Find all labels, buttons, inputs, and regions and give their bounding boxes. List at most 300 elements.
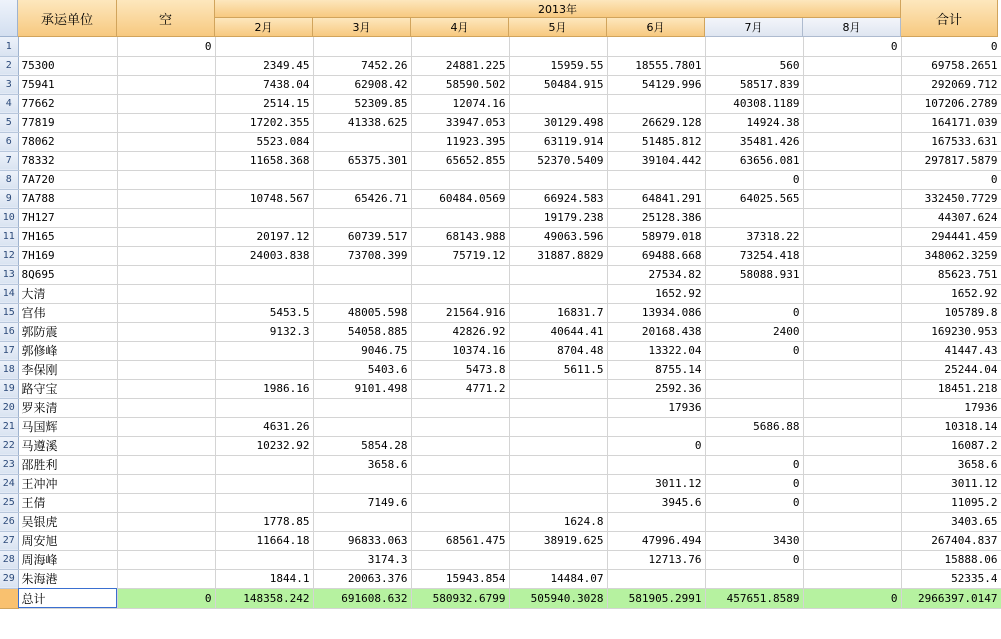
value-cell[interactable]: 20168.438 (607, 322, 705, 341)
value-cell[interactable]: 18451.218 (901, 379, 1001, 398)
value-cell[interactable]: 4631.26 (215, 417, 313, 436)
header-month[interactable]: 8月 (803, 18, 901, 37)
total-value-cell[interactable]: 581905.2991 (607, 588, 705, 608)
value-cell[interactable] (705, 37, 803, 56)
value-cell[interactable] (411, 493, 509, 512)
value-cell[interactable]: 11095.2 (901, 493, 1001, 512)
value-cell[interactable]: 38919.625 (509, 531, 607, 550)
value-cell[interactable] (607, 170, 705, 189)
value-cell[interactable]: 58088.931 (705, 265, 803, 284)
row-number[interactable]: 21 (0, 417, 18, 436)
value-cell[interactable]: 0 (607, 436, 705, 455)
value-cell[interactable] (509, 265, 607, 284)
value-cell[interactable] (803, 265, 901, 284)
carrier-cell[interactable]: 朱海港 (18, 569, 117, 588)
total-value-cell[interactable]: 505940.3028 (509, 588, 607, 608)
value-cell[interactable]: 15888.06 (901, 550, 1001, 569)
table-row[interactable] (0, 436, 1001, 455)
value-cell[interactable]: 0 (117, 37, 215, 56)
value-cell[interactable]: 167533.631 (901, 132, 1001, 151)
value-cell[interactable] (215, 208, 313, 227)
value-cell[interactable] (411, 455, 509, 474)
value-cell[interactable]: 9132.3 (215, 322, 313, 341)
value-cell[interactable] (803, 208, 901, 227)
table-row[interactable] (0, 132, 1001, 151)
row-number[interactable]: 15 (0, 303, 18, 322)
value-cell[interactable]: 169230.953 (901, 322, 1001, 341)
value-cell[interactable]: 49063.596 (509, 227, 607, 246)
row-number[interactable]: 20 (0, 398, 18, 417)
value-cell[interactable]: 0 (705, 170, 803, 189)
value-cell[interactable]: 0 (705, 474, 803, 493)
value-cell[interactable]: 7452.26 (313, 56, 411, 75)
value-cell[interactable] (411, 474, 509, 493)
value-cell[interactable] (803, 94, 901, 113)
value-cell[interactable] (215, 37, 313, 56)
row-number[interactable] (0, 588, 18, 608)
value-cell[interactable]: 5611.5 (509, 360, 607, 379)
table-row[interactable] (0, 37, 1001, 56)
value-cell[interactable] (215, 474, 313, 493)
row-number[interactable]: 26 (0, 512, 18, 531)
value-cell[interactable]: 10374.16 (411, 341, 509, 360)
row-number[interactable]: 22 (0, 436, 18, 455)
value-cell[interactable] (803, 512, 901, 531)
header-month[interactable]: 7月 (705, 18, 803, 37)
value-cell[interactable] (313, 170, 411, 189)
value-cell[interactable] (803, 189, 901, 208)
value-cell[interactable]: 20063.376 (313, 569, 411, 588)
value-cell[interactable]: 12074.16 (411, 94, 509, 113)
value-cell[interactable] (803, 170, 901, 189)
value-cell[interactable]: 63656.081 (705, 151, 803, 170)
value-cell[interactable]: 68143.988 (411, 227, 509, 246)
value-cell[interactable] (117, 436, 215, 455)
value-cell[interactable] (117, 474, 215, 493)
table-row[interactable] (0, 512, 1001, 531)
value-cell[interactable] (705, 360, 803, 379)
value-cell[interactable]: 1844.1 (215, 569, 313, 588)
header-month[interactable]: 6月 (607, 18, 705, 37)
value-cell[interactable] (803, 436, 901, 455)
value-cell[interactable]: 560 (705, 56, 803, 75)
value-cell[interactable]: 33947.053 (411, 113, 509, 132)
value-cell[interactable] (803, 341, 901, 360)
table-row[interactable] (0, 265, 1001, 284)
value-cell[interactable] (803, 113, 901, 132)
table-row[interactable] (0, 455, 1001, 474)
value-cell[interactable]: 66924.583 (509, 189, 607, 208)
value-cell[interactable]: 164171.039 (901, 113, 1001, 132)
value-cell[interactable] (117, 550, 215, 569)
table-row[interactable] (0, 474, 1001, 493)
row-number[interactable]: 10 (0, 208, 18, 227)
value-cell[interactable]: 25244.04 (901, 360, 1001, 379)
value-cell[interactable]: 73254.418 (705, 246, 803, 265)
value-cell[interactable] (411, 512, 509, 531)
value-cell[interactable] (215, 341, 313, 360)
value-cell[interactable]: 294441.459 (901, 227, 1001, 246)
value-cell[interactable]: 62908.42 (313, 75, 411, 94)
value-cell[interactable] (313, 284, 411, 303)
table-row[interactable] (0, 569, 1001, 588)
row-number[interactable]: 8 (0, 170, 18, 189)
value-cell[interactable] (411, 550, 509, 569)
header-month[interactable]: 2月 (215, 18, 313, 37)
value-cell[interactable]: 47996.494 (607, 531, 705, 550)
value-cell[interactable]: 68561.475 (411, 531, 509, 550)
header-total[interactable]: 合计 (901, 0, 998, 37)
header-month[interactable]: 3月 (313, 18, 411, 37)
carrier-cell[interactable]: 7A788 (18, 189, 117, 208)
carrier-cell[interactable]: 周安旭 (18, 531, 117, 550)
carrier-cell[interactable]: 8Q695 (18, 265, 117, 284)
table-row[interactable] (0, 322, 1001, 341)
value-cell[interactable]: 17936 (607, 398, 705, 417)
value-cell[interactable] (117, 265, 215, 284)
value-cell[interactable]: 292069.712 (901, 75, 1001, 94)
value-cell[interactable]: 54058.885 (313, 322, 411, 341)
table-row[interactable] (0, 208, 1001, 227)
value-cell[interactable]: 65375.301 (313, 151, 411, 170)
table-row[interactable] (0, 341, 1001, 360)
value-cell[interactable]: 8755.14 (607, 360, 705, 379)
value-cell[interactable]: 5854.28 (313, 436, 411, 455)
value-cell[interactable] (117, 341, 215, 360)
value-cell[interactable]: 3945.6 (607, 493, 705, 512)
table-row[interactable] (0, 550, 1001, 569)
value-cell[interactable] (705, 379, 803, 398)
row-number[interactable]: 17 (0, 341, 18, 360)
header-month[interactable]: 5月 (509, 18, 607, 37)
value-cell[interactable]: 40644.41 (509, 322, 607, 341)
table-row[interactable] (0, 493, 1001, 512)
value-cell[interactable]: 3658.6 (313, 455, 411, 474)
value-cell[interactable] (607, 512, 705, 531)
value-cell[interactable]: 1652.92 (901, 284, 1001, 303)
value-cell[interactable] (803, 56, 901, 75)
value-cell[interactable]: 64841.291 (607, 189, 705, 208)
value-cell[interactable] (803, 75, 901, 94)
carrier-cell[interactable]: 75300 (18, 56, 117, 75)
table-row[interactable] (0, 379, 1001, 398)
value-cell[interactable]: 24881.225 (411, 56, 509, 75)
value-cell[interactable] (313, 474, 411, 493)
carrier-cell[interactable]: 7H169 (18, 246, 117, 265)
table-row[interactable] (0, 151, 1001, 170)
value-cell[interactable] (411, 265, 509, 284)
row-number[interactable]: 1 (0, 37, 18, 56)
value-cell[interactable]: 30129.498 (509, 113, 607, 132)
value-cell[interactable]: 26629.128 (607, 113, 705, 132)
value-cell[interactable]: 65426.71 (313, 189, 411, 208)
row-number[interactable]: 3 (0, 75, 18, 94)
row-number[interactable]: 28 (0, 550, 18, 569)
row-number[interactable]: 18 (0, 360, 18, 379)
value-cell[interactable] (117, 493, 215, 512)
value-cell[interactable] (215, 360, 313, 379)
value-cell[interactable] (705, 398, 803, 417)
table-row[interactable] (0, 56, 1001, 75)
carrier-cell[interactable]: 周海峰 (18, 550, 117, 569)
total-value-cell[interactable]: 148358.242 (215, 588, 313, 608)
total-value-cell[interactable]: 580932.6799 (411, 588, 509, 608)
value-cell[interactable]: 7438.04 (215, 75, 313, 94)
value-cell[interactable] (215, 493, 313, 512)
carrier-cell[interactable]: 7A720 (18, 170, 117, 189)
value-cell[interactable]: 27534.82 (607, 265, 705, 284)
value-cell[interactable] (117, 227, 215, 246)
value-cell[interactable] (313, 208, 411, 227)
table-row[interactable] (0, 170, 1001, 189)
value-cell[interactable] (411, 208, 509, 227)
value-cell[interactable]: 1778.85 (215, 512, 313, 531)
table-row[interactable] (0, 398, 1001, 417)
value-cell[interactable]: 3011.12 (901, 474, 1001, 493)
value-cell[interactable]: 73708.399 (313, 246, 411, 265)
carrier-cell[interactable]: 路守宝 (18, 379, 117, 398)
value-cell[interactable] (509, 493, 607, 512)
table-row[interactable] (0, 417, 1001, 436)
value-cell[interactable] (803, 474, 901, 493)
total-value-cell[interactable]: 2966397.0147 (901, 588, 1001, 608)
value-cell[interactable]: 7149.6 (313, 493, 411, 512)
carrier-cell[interactable]: 77819 (18, 113, 117, 132)
value-cell[interactable]: 15943.854 (411, 569, 509, 588)
value-cell[interactable] (803, 227, 901, 246)
value-cell[interactable]: 75719.12 (411, 246, 509, 265)
row-number[interactable]: 29 (0, 569, 18, 588)
value-cell[interactable]: 12713.76 (607, 550, 705, 569)
value-cell[interactable] (803, 322, 901, 341)
value-cell[interactable] (411, 436, 509, 455)
value-cell[interactable]: 58517.839 (705, 75, 803, 94)
value-cell[interactable]: 54129.996 (607, 75, 705, 94)
value-cell[interactable] (509, 417, 607, 436)
value-cell[interactable]: 267404.837 (901, 531, 1001, 550)
value-cell[interactable]: 5686.88 (705, 417, 803, 436)
value-cell[interactable]: 3011.12 (607, 474, 705, 493)
value-cell[interactable] (117, 360, 215, 379)
value-cell[interactable]: 51485.812 (607, 132, 705, 151)
value-cell[interactable]: 5403.6 (313, 360, 411, 379)
value-cell[interactable] (117, 208, 215, 227)
value-cell[interactable]: 39104.442 (607, 151, 705, 170)
value-cell[interactable]: 2349.45 (215, 56, 313, 75)
carrier-cell[interactable]: 75941 (18, 75, 117, 94)
value-cell[interactable]: 3174.3 (313, 550, 411, 569)
value-cell[interactable] (509, 436, 607, 455)
value-cell[interactable]: 16831.7 (509, 303, 607, 322)
value-cell[interactable] (607, 417, 705, 436)
value-cell[interactable] (313, 398, 411, 417)
value-cell[interactable]: 11658.368 (215, 151, 313, 170)
value-cell[interactable] (117, 189, 215, 208)
value-cell[interactable] (117, 284, 215, 303)
carrier-cell[interactable]: 李保刚 (18, 360, 117, 379)
total-row[interactable] (0, 588, 1001, 608)
row-number[interactable]: 24 (0, 474, 18, 493)
carrier-cell[interactable]: 马遵溪 (18, 436, 117, 455)
value-cell[interactable]: 17936 (901, 398, 1001, 417)
value-cell[interactable] (509, 474, 607, 493)
value-cell[interactable]: 44307.624 (901, 208, 1001, 227)
value-cell[interactable] (411, 37, 509, 56)
table-row[interactable] (0, 303, 1001, 322)
carrier-cell[interactable]: 郭防震 (18, 322, 117, 341)
value-cell[interactable] (803, 284, 901, 303)
value-cell[interactable] (803, 360, 901, 379)
value-cell[interactable] (509, 550, 607, 569)
total-label-cell[interactable]: 总计 (18, 588, 117, 608)
total-value-cell[interactable]: 691608.632 (313, 588, 411, 608)
header-month[interactable]: 4月 (411, 18, 509, 37)
value-cell[interactable] (509, 398, 607, 417)
value-cell[interactable] (117, 132, 215, 151)
value-cell[interactable] (509, 37, 607, 56)
row-number[interactable]: 25 (0, 493, 18, 512)
row-number[interactable]: 6 (0, 132, 18, 151)
value-cell[interactable]: 60739.517 (313, 227, 411, 246)
total-value-cell[interactable]: 457651.8589 (705, 588, 803, 608)
table-row[interactable] (0, 531, 1001, 550)
value-cell[interactable] (803, 132, 901, 151)
value-cell[interactable] (411, 417, 509, 436)
carrier-cell[interactable]: 邵胜利 (18, 455, 117, 474)
value-cell[interactable] (117, 322, 215, 341)
header-empty[interactable]: 空 (117, 0, 215, 37)
value-cell[interactable]: 40308.1189 (705, 94, 803, 113)
carrier-cell[interactable]: 王冲冲 (18, 474, 117, 493)
value-cell[interactable]: 105789.8 (901, 303, 1001, 322)
value-cell[interactable]: 1652.92 (607, 284, 705, 303)
value-cell[interactable]: 85623.751 (901, 265, 1001, 284)
value-cell[interactable] (803, 493, 901, 512)
value-cell[interactable] (509, 455, 607, 474)
value-cell[interactable] (313, 265, 411, 284)
value-cell[interactable] (607, 37, 705, 56)
value-cell[interactable]: 11664.18 (215, 531, 313, 550)
value-cell[interactable]: 0 (705, 550, 803, 569)
table-row[interactable] (0, 75, 1001, 94)
value-cell[interactable] (607, 94, 705, 113)
table-row[interactable] (0, 284, 1001, 303)
value-cell[interactable]: 0 (705, 303, 803, 322)
select-all-corner[interactable] (0, 0, 18, 37)
value-cell[interactable] (117, 531, 215, 550)
value-cell[interactable]: 19179.238 (509, 208, 607, 227)
value-cell[interactable] (411, 170, 509, 189)
value-cell[interactable]: 332450.7729 (901, 189, 1001, 208)
value-cell[interactable]: 24003.838 (215, 246, 313, 265)
value-cell[interactable] (705, 569, 803, 588)
value-cell[interactable] (509, 94, 607, 113)
row-number[interactable]: 9 (0, 189, 18, 208)
value-cell[interactable]: 14924.38 (705, 113, 803, 132)
row-number[interactable]: 4 (0, 94, 18, 113)
value-cell[interactable] (117, 113, 215, 132)
value-cell[interactable]: 13322.04 (607, 341, 705, 360)
carrier-cell[interactable]: 宫伟 (18, 303, 117, 322)
value-cell[interactable] (803, 455, 901, 474)
value-cell[interactable]: 60484.0569 (411, 189, 509, 208)
value-cell[interactable] (509, 379, 607, 398)
value-cell[interactable] (117, 170, 215, 189)
value-cell[interactable]: 5453.5 (215, 303, 313, 322)
value-cell[interactable]: 2514.15 (215, 94, 313, 113)
value-cell[interactable]: 41338.625 (313, 113, 411, 132)
value-cell[interactable] (509, 170, 607, 189)
value-cell[interactable] (411, 284, 509, 303)
value-cell[interactable] (705, 284, 803, 303)
value-cell[interactable]: 107206.2789 (901, 94, 1001, 113)
value-cell[interactable]: 52335.4 (901, 569, 1001, 588)
value-cell[interactable] (313, 417, 411, 436)
value-cell[interactable] (313, 37, 411, 56)
value-cell[interactable]: 9101.498 (313, 379, 411, 398)
value-cell[interactable] (803, 246, 901, 265)
value-cell[interactable]: 2592.36 (607, 379, 705, 398)
value-cell[interactable]: 37318.22 (705, 227, 803, 246)
value-cell[interactable]: 4771.2 (411, 379, 509, 398)
value-cell[interactable]: 69758.2651 (901, 56, 1001, 75)
header-unit[interactable]: 承运单位 (18, 0, 117, 37)
value-cell[interactable]: 5523.084 (215, 132, 313, 151)
value-cell[interactable]: 35481.426 (705, 132, 803, 151)
row-number[interactable]: 5 (0, 113, 18, 132)
value-cell[interactable] (117, 417, 215, 436)
value-cell[interactable] (803, 303, 901, 322)
value-cell[interactable] (215, 265, 313, 284)
value-cell[interactable] (803, 550, 901, 569)
value-cell[interactable]: 16087.2 (901, 436, 1001, 455)
carrier-cell[interactable]: 78332 (18, 151, 117, 170)
value-cell[interactable] (803, 531, 901, 550)
value-cell[interactable]: 10748.567 (215, 189, 313, 208)
value-cell[interactable]: 42826.92 (411, 322, 509, 341)
value-cell[interactable]: 9046.75 (313, 341, 411, 360)
table-row[interactable] (0, 360, 1001, 379)
value-cell[interactable] (803, 569, 901, 588)
value-cell[interactable]: 1986.16 (215, 379, 313, 398)
row-number[interactable]: 7 (0, 151, 18, 170)
value-cell[interactable] (509, 284, 607, 303)
row-number[interactable]: 23 (0, 455, 18, 474)
value-cell[interactable]: 14484.07 (509, 569, 607, 588)
value-cell[interactable] (705, 436, 803, 455)
row-number[interactable]: 27 (0, 531, 18, 550)
value-cell[interactable]: 13934.086 (607, 303, 705, 322)
value-cell[interactable]: 25128.386 (607, 208, 705, 227)
value-cell[interactable]: 41447.43 (901, 341, 1001, 360)
value-cell[interactable] (313, 512, 411, 531)
value-cell[interactable]: 20197.12 (215, 227, 313, 246)
carrier-cell[interactable]: 吴银虎 (18, 512, 117, 531)
table-row[interactable] (0, 94, 1001, 113)
carrier-cell[interactable]: 郭修峰 (18, 341, 117, 360)
value-cell[interactable] (117, 398, 215, 417)
value-cell[interactable] (215, 455, 313, 474)
value-cell[interactable]: 11923.395 (411, 132, 509, 151)
value-cell[interactable]: 17202.355 (215, 113, 313, 132)
value-cell[interactable] (215, 398, 313, 417)
value-cell[interactable] (117, 303, 215, 322)
value-cell[interactable]: 21564.916 (411, 303, 509, 322)
value-cell[interactable]: 3430 (705, 531, 803, 550)
value-cell[interactable]: 31887.8829 (509, 246, 607, 265)
value-cell[interactable]: 0 (901, 170, 1001, 189)
value-cell[interactable] (117, 94, 215, 113)
